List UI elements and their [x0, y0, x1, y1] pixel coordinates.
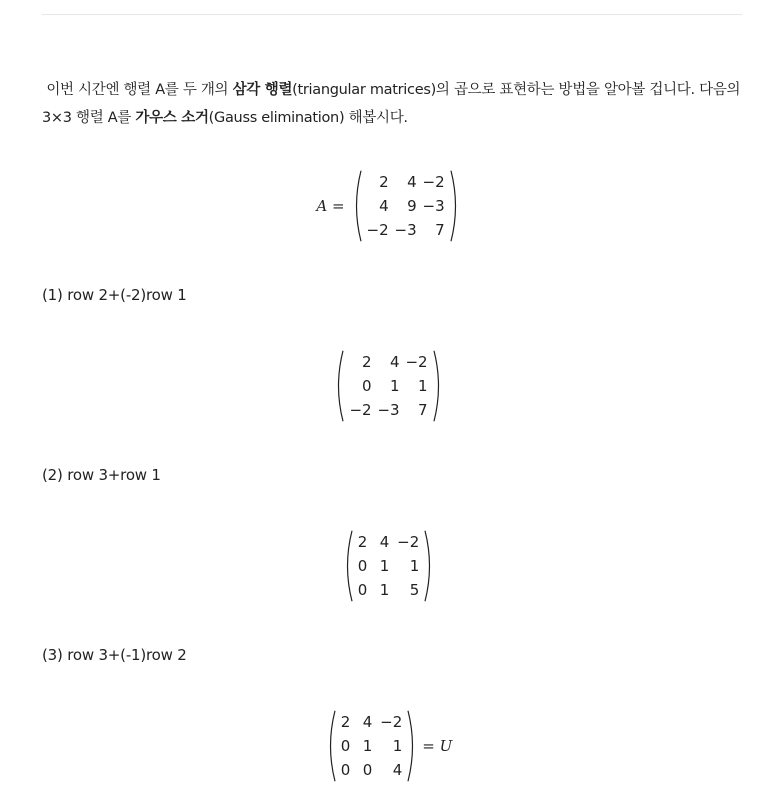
right-parenthesis	[423, 530, 435, 602]
intro-bold-triangular: 삼각 행렬	[232, 82, 293, 98]
matrix-entry: −2	[380, 713, 403, 731]
matrix-row	[358, 578, 420, 602]
matrix-entry: −2	[349, 401, 372, 419]
matrix-a-lhs: A =	[316, 197, 345, 215]
matrix-entry: 0	[340, 761, 351, 779]
matrix-row	[367, 194, 445, 218]
matrix-row	[349, 350, 427, 374]
right-parenthesis	[406, 710, 418, 782]
matrix-grid	[341, 710, 403, 782]
matrix-entry: 7	[435, 221, 445, 239]
step-1-label: (1) row 2+(-2)row 1	[42, 286, 187, 304]
matrix-entry: 1	[390, 377, 400, 395]
right-parenthesis	[432, 350, 444, 422]
matrix-step-1-body	[333, 350, 443, 422]
step-2-label: (2) row 3+row 1	[42, 466, 161, 484]
matrix-step-3-body	[325, 710, 419, 782]
matrix-grid	[358, 530, 420, 602]
matrix-step-2-body	[342, 530, 436, 602]
matrix-u-rhs: = U	[422, 737, 453, 755]
matrix-row	[367, 218, 445, 242]
matrix-entry: 2	[357, 533, 368, 551]
matrix-entry: 1	[418, 377, 428, 395]
matrix-entry: 0	[340, 737, 351, 755]
matrix-entry: 0	[357, 557, 368, 575]
matrix-entry: 9	[407, 197, 417, 215]
matrix-entry: 1	[379, 557, 390, 575]
matrix-entry: 4	[407, 173, 417, 191]
matrix-entry: 1	[362, 737, 373, 755]
left-parenthesis	[333, 350, 345, 422]
top-divider	[42, 14, 742, 15]
matrix-entry: 4	[390, 353, 400, 371]
matrix-entry: 1	[392, 737, 403, 755]
matrix-row	[341, 710, 403, 734]
matrix-step-3-equation	[0, 710, 777, 782]
matrix-entry: −2	[422, 173, 445, 191]
left-parenthesis	[351, 170, 363, 242]
intro-text-2: (triangular matrices)의 곱으로 표현하는 방법을 알아볼 겁니다. 다음의 3×3 행렬 A를	[42, 82, 741, 126]
matrix-row	[367, 170, 445, 194]
matrix-a-equation	[0, 170, 777, 242]
matrix-entry: 2	[340, 713, 351, 731]
matrix-entry: −3	[394, 221, 417, 239]
intro-text-1: 이번 시간엔 행렬 A를 두 개의	[46, 82, 233, 98]
matrix-entry: 1	[379, 581, 390, 599]
matrix-entry: −2	[397, 533, 420, 551]
matrix-step-1	[0, 350, 777, 422]
step-3-label: (3) row 3+(-1)row 2	[42, 646, 187, 664]
matrix-row	[358, 554, 420, 578]
matrix-entry: −3	[422, 197, 445, 215]
left-parenthesis	[325, 710, 337, 782]
matrix-entry: −3	[377, 401, 400, 419]
matrix-entry: 2	[379, 173, 389, 191]
matrix-entry: 1	[409, 557, 420, 575]
matrix-row	[341, 758, 403, 782]
matrix-entry: 4	[379, 533, 390, 551]
matrix-step-2	[0, 530, 777, 602]
matrix-entry: 0	[362, 761, 373, 779]
matrix-entry: −2	[405, 353, 428, 371]
matrix-row	[358, 530, 420, 554]
matrix-grid	[367, 170, 445, 242]
matrix-entry: 7	[418, 401, 428, 419]
matrix-entry: −2	[366, 221, 389, 239]
matrix-entry: 2	[362, 353, 372, 371]
intro-bold-gauss: 가우스 소거	[135, 110, 209, 126]
matrix-entry: 0	[362, 377, 372, 395]
matrix-entry: 0	[357, 581, 368, 599]
intro-text-3: (Gauss elimination) 해봅시다.	[208, 110, 408, 126]
left-parenthesis	[342, 530, 354, 602]
matrix-entry: 5	[409, 581, 420, 599]
matrix-entry: 4	[362, 713, 373, 731]
intro-paragraph	[42, 76, 742, 132]
matrix-grid	[349, 350, 427, 422]
matrix-row	[349, 398, 427, 422]
matrix-entry: 4	[392, 761, 403, 779]
matrix-entry: 4	[379, 197, 389, 215]
matrix-row	[349, 374, 427, 398]
matrix-row	[341, 734, 403, 758]
right-parenthesis	[449, 170, 461, 242]
matrix-a	[351, 170, 461, 242]
